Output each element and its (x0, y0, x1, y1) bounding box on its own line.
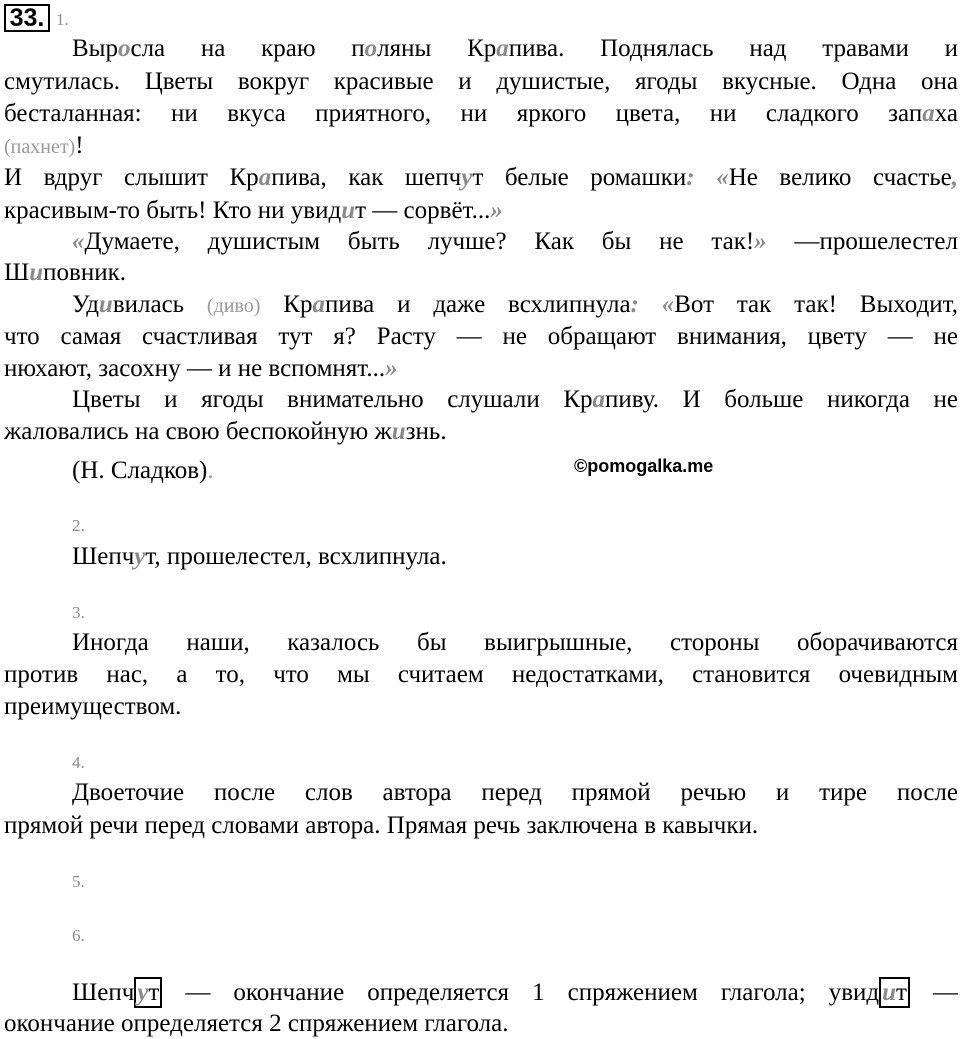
text-line-11: нюхают, засохну — и не вспомнят...» (4, 355, 398, 382)
text-line-8: Шиповник. (4, 259, 126, 286)
answer-4-line-2: прямой речи перед словами автора. Прямая речь заключена в кавычки. (4, 812, 759, 839)
watermark: ©pomogalka.me (574, 456, 714, 476)
answer-3-line-3: преимуществом. (4, 693, 182, 720)
answer-4-line-1: Двоеточие после слов автора перед прямой речью и тире после (72, 779, 958, 806)
text-line-12: Цветы и ягоды внимательно слушали Крапиву. И больше никогда не (72, 386, 958, 413)
part-5-number: 5. (72, 872, 85, 891)
text-line-3: бесталанная: ни вкуса приятного, ни яркого цвета, ни сладкого запаха (4, 100, 958, 127)
part-1-number: 1. (56, 10, 69, 29)
text-line-10: что самая счастливая тут я? Расту — не обращают внимания, цвету — не (4, 323, 958, 350)
part-4-number: 4. (72, 753, 85, 772)
answer-3-line-2: против нас, а то, что мы считаем недостатками, становится очевидным (4, 661, 958, 688)
answer-6-line-2: окончание определяется 2 спряжением глагола. (4, 1010, 509, 1037)
text-line-7: «Думаете, душистым быть лучше? Как бы не так!» —прошелестел (72, 228, 958, 255)
part-2-number: 2. (72, 516, 85, 535)
text-line-4: (пахнет)! (4, 132, 84, 159)
ending-box-2: ит (879, 977, 910, 1008)
answer-3-line-1: Иногда наши, казалось бы выигрышные, стороны оборачиваются (72, 629, 958, 656)
text-line-5: И вдруг слышит Крапива, как шепчут белые ромашки: «Не велико счастье, (4, 164, 959, 191)
part-6-number: 6. (72, 926, 85, 945)
text-line-9: Удивилась (диво) Крапива и даже всхлипнула: «Вот так так! Выходит, (72, 291, 958, 318)
text-line-6: красивым-то быть! Кто ни увидит — сорвёт...» (4, 197, 503, 224)
text-line-13: жаловались на свою беспокойную жизнь. (4, 418, 447, 445)
task-number: 33. (4, 4, 50, 32)
text-line-1: Выросла на краю поляны Крапива. Поднялась над травами и (72, 35, 958, 62)
text-line-2: смутилась. Цветы вокруг красивые и душистые, ягоды вкусные. Одна она (4, 68, 958, 95)
ending-box-1: ут (134, 977, 162, 1008)
answer-6-line-1: Шепч ут — окончание определяется 1 спряжением глагола; увид ит — (72, 979, 958, 1006)
answer-2: Шепчут, прошелестел, всхлипнула. (72, 543, 447, 570)
author-line: (Н. Сладков). (72, 457, 214, 484)
part-3-number: 3. (72, 603, 85, 622)
